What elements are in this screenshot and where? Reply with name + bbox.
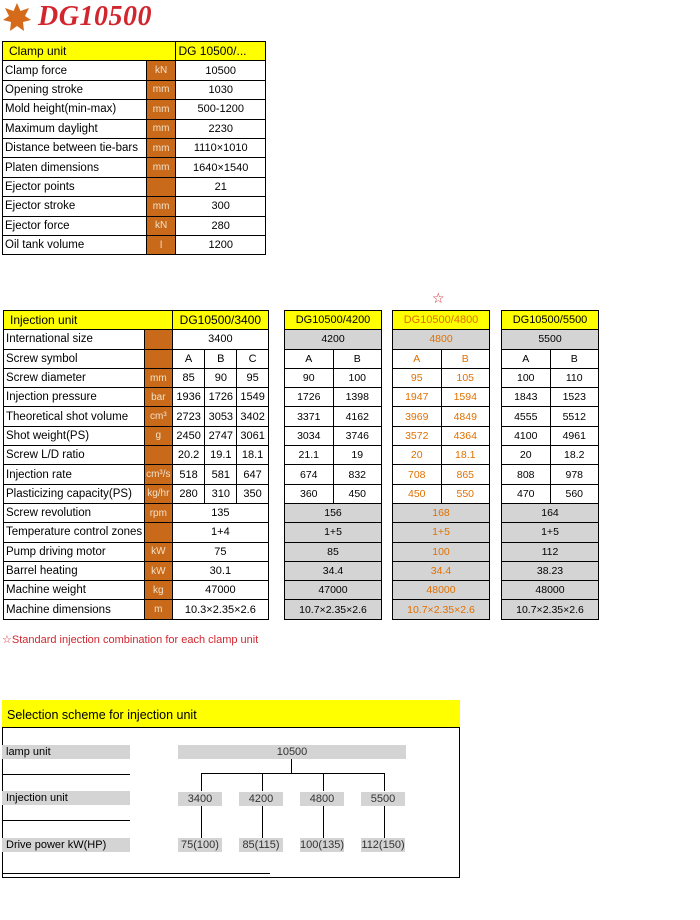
spec-unit: mm <box>146 80 176 99</box>
connector <box>201 806 202 838</box>
spec-value: 1594 <box>441 388 490 407</box>
spec-value: 48000 <box>502 581 599 600</box>
spec-value: 10.7×2.35×2.6 <box>393 600 490 619</box>
spec-value: 18.2 <box>550 446 599 465</box>
injection-group-4800 <box>392 310 490 620</box>
clamp-row <box>3 100 266 119</box>
injection-group-header <box>285 311 382 330</box>
injection-group-5500 <box>501 310 599 620</box>
screw-symbol: A <box>502 349 551 368</box>
spec-label: Screw L/D ratio <box>4 446 145 465</box>
spec-unit: mm <box>146 138 176 157</box>
clamp-row <box>3 119 266 138</box>
spec-value: 581 <box>205 465 237 484</box>
clamp-row <box>3 158 266 177</box>
spec-value: 19 <box>333 446 382 465</box>
injection-row <box>4 561 269 580</box>
spec-value: 38.23 <box>502 561 599 580</box>
clamp-header-row <box>3 42 266 61</box>
drive-power-3400: 75(100) <box>178 838 222 852</box>
injection-row <box>502 465 599 484</box>
spec-label: International size <box>4 330 145 349</box>
injection-row <box>393 388 490 407</box>
clamp-row <box>3 138 266 157</box>
spec-value: 110 <box>550 368 599 387</box>
spec-unit: mm <box>146 119 176 138</box>
connector <box>291 759 292 773</box>
spec-value: 1523 <box>550 388 599 407</box>
injection-row <box>393 349 490 368</box>
spec-value: 100 <box>393 542 490 561</box>
spec-value: 300 <box>176 197 266 216</box>
selection-scheme-title: Selection scheme for injection unit <box>2 700 460 728</box>
injection-row <box>4 465 269 484</box>
spec-unit <box>144 349 172 368</box>
injection-row <box>502 388 599 407</box>
spec-value: 100 <box>333 368 382 387</box>
injection-header-label: Injection unit <box>4 311 173 330</box>
spec-value: 550 <box>441 484 490 503</box>
spec-label: Screw symbol <box>4 349 145 368</box>
spec-value: 5512 <box>550 407 599 426</box>
spec-value: 18.1 <box>441 446 490 465</box>
spec-value: 1+4 <box>172 523 268 542</box>
injection-row <box>393 465 490 484</box>
spec-unit: mm <box>146 100 176 119</box>
spec-unit: g <box>144 426 172 445</box>
spec-unit: m <box>144 600 172 619</box>
spec-value: 19.1 <box>205 446 237 465</box>
connector <box>384 806 385 838</box>
spec-unit: rpm <box>144 503 172 522</box>
spec-value: 978 <box>550 465 599 484</box>
clamp-row <box>3 216 266 235</box>
spec-value: 75 <box>172 542 268 561</box>
spec-value: 1640×1540 <box>176 158 266 177</box>
spec-value: 1+5 <box>502 523 599 542</box>
spec-value: 21.1 <box>285 446 334 465</box>
spec-value: 3400 <box>172 330 268 349</box>
injection-row <box>502 426 599 445</box>
injection-row <box>4 349 269 368</box>
spec-value: 10.7×2.35×2.6 <box>285 600 382 619</box>
spec-value: 674 <box>285 465 334 484</box>
spec-value: 30.1 <box>172 561 268 580</box>
connector <box>262 806 263 838</box>
connector <box>384 773 385 791</box>
spec-value: 4364 <box>441 426 490 445</box>
spec-value: 10.7×2.35×2.6 <box>502 600 599 619</box>
connector <box>323 806 324 838</box>
injection-group-4200 <box>284 310 382 620</box>
spec-value: 1398 <box>333 388 382 407</box>
clamp-row <box>3 235 266 254</box>
injection-row <box>285 330 382 349</box>
drive-power-4200: 85(115) <box>239 838 283 852</box>
spec-label: Screw diameter <box>4 368 145 387</box>
spec-value: 20 <box>393 446 442 465</box>
spec-unit: kW <box>144 561 172 580</box>
injection-row <box>4 542 269 561</box>
injection-group-header <box>393 311 490 330</box>
spec-label: Maximum daylight <box>3 119 147 138</box>
spec-value: 10.3×2.35×2.6 <box>172 600 268 619</box>
spec-value: 90 <box>285 368 334 387</box>
injection-row <box>393 368 490 387</box>
injection-row <box>393 581 490 600</box>
spec-value: 18.1 <box>237 446 269 465</box>
spec-label: Mold height(min-max) <box>3 100 147 119</box>
spec-value: 20.2 <box>172 446 205 465</box>
injection-row <box>502 330 599 349</box>
clamp-unit-label: lamp unit <box>2 745 130 759</box>
spec-value: 3969 <box>393 407 442 426</box>
spec-value: 1030 <box>176 80 266 99</box>
spec-value: 1+5 <box>285 523 382 542</box>
spec-value: 47000 <box>285 581 382 600</box>
injection-row <box>4 600 269 619</box>
spec-label: Plasticizing capacity(PS) <box>4 484 145 503</box>
injection-row <box>4 503 269 522</box>
spec-value: 4800 <box>393 330 490 349</box>
spec-unit <box>146 177 176 196</box>
spec-value: 85 <box>172 368 205 387</box>
spec-value: 10500 <box>176 61 266 80</box>
group-model: DG10500/5500 <box>502 311 599 330</box>
injection-row <box>502 600 599 619</box>
spec-value: 34.4 <box>285 561 382 580</box>
spec-value: 2230 <box>176 119 266 138</box>
spec-value: 2723 <box>172 407 205 426</box>
page-title <box>2 0 152 34</box>
spec-value: 3572 <box>393 426 442 445</box>
spec-label: Platen dimensions <box>3 158 147 177</box>
connector <box>201 773 385 774</box>
spec-value: 647 <box>237 465 269 484</box>
spec-label: Ejector stroke <box>3 197 147 216</box>
spec-value: 1726 <box>205 388 237 407</box>
injection-row <box>285 465 382 484</box>
spec-value: 470 <box>502 484 551 503</box>
screw-symbol: B <box>550 349 599 368</box>
injection-row <box>285 503 382 522</box>
injection-row <box>285 349 382 368</box>
spec-value: 47000 <box>172 581 268 600</box>
clamp-header-model: DG 10500/... <box>176 42 266 61</box>
spec-value: 95 <box>237 368 269 387</box>
injection-row <box>285 561 382 580</box>
spec-value: 1947 <box>393 388 442 407</box>
injection-row <box>4 330 269 349</box>
spec-value: 20 <box>502 446 551 465</box>
spec-value: 280 <box>172 484 205 503</box>
injection-row <box>285 600 382 619</box>
standard-combination-note: ☆Standard injection combination for each clamp unit <box>2 634 259 646</box>
injection-row <box>285 523 382 542</box>
clamp-row <box>3 177 266 196</box>
spec-value: 3034 <box>285 426 334 445</box>
spec-unit <box>144 523 172 542</box>
spec-label: Pump driving motor <box>4 542 145 561</box>
spec-label: Temperature control zones <box>4 523 145 542</box>
spec-value: 95 <box>393 368 442 387</box>
screw-symbol: B <box>205 349 237 368</box>
spec-value: 4162 <box>333 407 382 426</box>
spec-value: 450 <box>393 484 442 503</box>
injection-option-4200: 4200 <box>239 792 283 806</box>
spec-value: 280 <box>176 216 266 235</box>
model-title: DG10500 <box>38 1 152 32</box>
spec-label: Opening stroke <box>3 80 147 99</box>
divider <box>2 820 130 821</box>
injection-row <box>393 407 490 426</box>
injection-row <box>502 446 599 465</box>
spec-unit: kg/hr <box>144 484 172 503</box>
screw-symbol: A <box>285 349 334 368</box>
injection-row <box>285 446 382 465</box>
spec-unit: mm <box>146 158 176 177</box>
injection-group-header <box>502 311 599 330</box>
spec-value: 164 <box>502 503 599 522</box>
injection-row <box>285 388 382 407</box>
injection-row <box>502 542 599 561</box>
injection-row <box>4 368 269 387</box>
connector <box>262 773 263 791</box>
injection-row <box>4 446 269 465</box>
spec-value: 350 <box>237 484 269 503</box>
spec-value: 2450 <box>172 426 205 445</box>
connector <box>323 773 324 791</box>
drive-power-label: Drive power kW(HP) <box>2 838 130 852</box>
spec-unit: mm <box>146 197 176 216</box>
injection-row <box>4 523 269 542</box>
injection-unit-table <box>3 310 269 620</box>
spec-value: 832 <box>333 465 382 484</box>
spec-value: 112 <box>502 542 599 561</box>
screw-symbol: A <box>172 349 205 368</box>
spec-value: 3746 <box>333 426 382 445</box>
injection-row <box>393 426 490 445</box>
drive-power-4800: 100(135) <box>300 839 345 851</box>
injection-row <box>285 581 382 600</box>
spec-value: 3402 <box>237 407 269 426</box>
spec-value: 560 <box>550 484 599 503</box>
connector <box>201 773 202 791</box>
clamp-unit-table <box>2 41 266 255</box>
spec-value: 3053 <box>205 407 237 426</box>
injection-row <box>393 503 490 522</box>
injection-row <box>285 542 382 561</box>
spec-value: 2747 <box>205 426 237 445</box>
spec-label: Machine weight <box>4 581 145 600</box>
spec-value: 4849 <box>441 407 490 426</box>
injection-row <box>393 561 490 580</box>
spec-label: Screw revolution <box>4 503 145 522</box>
injection-unit-label: Injection unit <box>2 791 130 805</box>
spec-value: 3061 <box>237 426 269 445</box>
injection-row <box>4 388 269 407</box>
spec-unit: bar <box>144 388 172 407</box>
screw-symbol: B <box>441 349 490 368</box>
clamp-row <box>3 80 266 99</box>
spec-value: 808 <box>502 465 551 484</box>
injection-header-row <box>4 311 269 330</box>
spec-label: Machine dimensions <box>4 600 145 619</box>
injection-row <box>285 368 382 387</box>
spec-value: 100 <box>502 368 551 387</box>
screw-symbol: A <box>393 349 442 368</box>
spec-value: 85 <box>285 542 382 561</box>
injection-row <box>502 484 599 503</box>
injection-option-4800: 4800 <box>300 792 344 806</box>
spec-unit: kN <box>146 61 176 80</box>
spec-value: 708 <box>393 465 442 484</box>
star-icon <box>2 2 32 32</box>
injection-row <box>393 484 490 503</box>
spec-label: Ejector force <box>3 216 147 235</box>
spec-value: 5500 <box>502 330 599 349</box>
spec-value: 1726 <box>285 388 334 407</box>
screw-symbol: B <box>333 349 382 368</box>
injection-header-model: DG10500/3400 <box>172 311 268 330</box>
group-model: DG10500/4200 <box>285 311 382 330</box>
spec-unit: kW <box>144 542 172 561</box>
spec-unit: cm³ <box>144 407 172 426</box>
spec-unit: cm³/s <box>144 465 172 484</box>
spec-unit: l <box>146 235 176 254</box>
drive-power-5500: 112(150) <box>361 839 405 851</box>
spec-label: Injection rate <box>4 465 145 484</box>
spec-value: 1200 <box>176 235 266 254</box>
injection-row <box>4 407 269 426</box>
spec-value: 135 <box>172 503 268 522</box>
spec-value: 34.4 <box>393 561 490 580</box>
spec-value: 1110×1010 <box>176 138 266 157</box>
injection-row <box>502 581 599 600</box>
spec-value: 1549 <box>237 388 269 407</box>
spec-value: 450 <box>333 484 382 503</box>
spec-value: 168 <box>393 503 490 522</box>
clamp-header-label: Clamp unit <box>3 42 176 61</box>
spec-label: Ejector points <box>3 177 147 196</box>
spec-value: 4555 <box>502 407 551 426</box>
spec-value: 310 <box>205 484 237 503</box>
star-mark-icon: ☆ <box>432 290 445 306</box>
spec-unit: mm <box>144 368 172 387</box>
injection-row <box>502 561 599 580</box>
spec-label: Injection pressure <box>4 388 145 407</box>
spec-value: 360 <box>285 484 334 503</box>
injection-row <box>4 484 269 503</box>
injection-row <box>502 503 599 522</box>
clamp-unit-value: 10500 <box>178 745 406 759</box>
spec-value: 4961 <box>550 426 599 445</box>
injection-row <box>393 600 490 619</box>
group-model: DG10500/4800 <box>393 311 490 330</box>
spec-value: 1+5 <box>393 523 490 542</box>
spec-value: 156 <box>285 503 382 522</box>
injection-row <box>502 407 599 426</box>
injection-row <box>4 426 269 445</box>
spec-label: Barrel heating <box>4 561 145 580</box>
spec-unit <box>144 330 172 349</box>
spec-value: 4100 <box>502 426 551 445</box>
injection-row <box>285 484 382 503</box>
spec-label: Shot weight(PS) <box>4 426 145 445</box>
clamp-row <box>3 197 266 216</box>
injection-row <box>393 446 490 465</box>
spec-label: Oil tank volume <box>3 235 147 254</box>
spec-value: 3371 <box>285 407 334 426</box>
spec-value: 500-1200 <box>176 100 266 119</box>
injection-option-5500: 5500 <box>361 792 405 806</box>
injection-row <box>502 523 599 542</box>
injection-row <box>285 407 382 426</box>
spec-unit <box>144 446 172 465</box>
spec-value: 518 <box>172 465 205 484</box>
spec-value: 21 <box>176 177 266 196</box>
spec-value: 865 <box>441 465 490 484</box>
spec-label: Theoretical shot volume <box>4 407 145 426</box>
spec-value: 48000 <box>393 581 490 600</box>
spec-label: Distance between tie-bars <box>3 138 147 157</box>
spec-value: 90 <box>205 368 237 387</box>
injection-row <box>502 349 599 368</box>
injection-row <box>393 542 490 561</box>
divider <box>2 774 130 775</box>
clamp-row <box>3 61 266 80</box>
screw-symbol: C <box>237 349 269 368</box>
spec-value: 1843 <box>502 388 551 407</box>
divider <box>2 873 270 874</box>
spec-value: 105 <box>441 368 490 387</box>
injection-row <box>285 426 382 445</box>
spec-value: 1936 <box>172 388 205 407</box>
injection-row <box>4 581 269 600</box>
spec-value: 4200 <box>285 330 382 349</box>
injection-row <box>393 330 490 349</box>
spec-label: Clamp force <box>3 61 147 80</box>
injection-row <box>393 523 490 542</box>
spec-unit: kg <box>144 581 172 600</box>
injection-row <box>502 368 599 387</box>
injection-option-3400: 3400 <box>178 792 222 806</box>
spec-unit: kN <box>146 216 176 235</box>
